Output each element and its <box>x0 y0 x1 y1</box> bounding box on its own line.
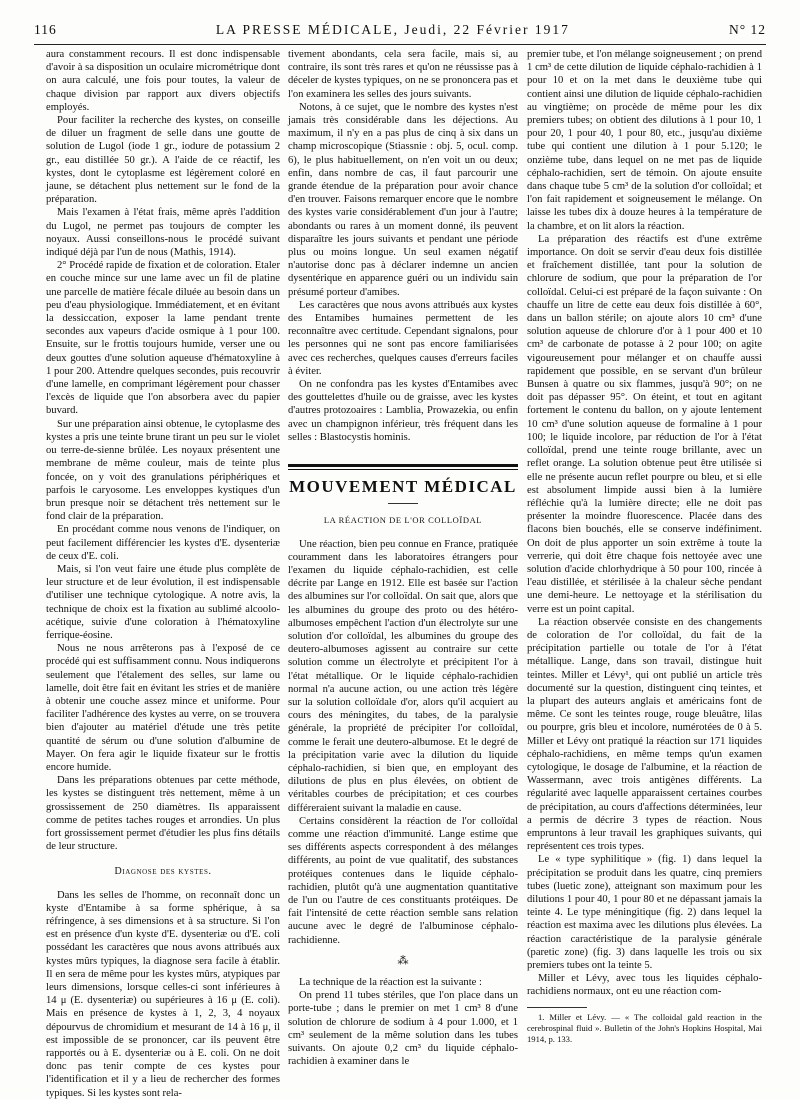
paragraph: Pour faciliter la recherche des kystes, on conseille de diluer un fragment de selle dans une goutte de solution de Lugol (iode 1 gr., iodure de potassium 2 gr., eau distillée 50 gr.). A l'aide de ce réactif, les kystes, dont le cytoplasme est légèrement coloré en jaune, se détachent plus nettement sur le fond de la préparation. <box>46 115 280 206</box>
section-rule-thick <box>288 464 518 467</box>
footnote: 1. Miller et Lévy. — « The colloidal gald reaction in the cerebrospinal fluid ». Bulletin of the John's Hopkins Hospital, Mai 1914, p. 133. <box>527 1011 762 1044</box>
paragraph: La préparation des réactifs est d'une extrême importance. On doit se servir d'eau deux fois distillée et fraîchement distillée, tant pour la solution de chlorure de sodium, que pour la préparation de l'or colloïdal. Celui-ci est préparé de la façon suivante : On chauffe un litre de cette eau deux fois distillée à 60°, dans un ballon stérile; on ajoute alors 10 cm³ d'une solution aqueuse de chlorure d'or à 1 pour 400 et 10 cm³ de carbonate de potasse à 2 pour 100; on agite vigoureusement pour mélanger et on chauffe aussi rapidement que possible, en se servant d'un brûleur Bunsen à quatre ou six flammes, jusqu'à 90°; on ne doit pas dépasser 95°. On éteint, et tout en agitant fortement le contenu du ballon, on y ajoute lentement 10 cm³ d'une solution aqueuse de formaline à 1 pour 100; le liquide incolore, par réduction de l'or à l'état colloïdal, prend une teinte rouge brillante, avec un reflet orange. La solution obtenue peut être utilisée si elle ne présente aucun reflet pourpre ou bleu, et si elle est absolument limpide aussi bien à la lumière réfléchie qu'à la lumière directe; elle ne doit pas présenter la moindre fluorescence. Placée dans des flacons bien bouchés, elle se conserve indéfiniment. On doit de plus apporter un soin extrême à toute la verrerie, qui doit être chaque fois nettoyée avec une solution d'acide chlorhydrique à 50 pour 100, rincée à l'eau distillée, et stérilisée à la chaleur sèche pendant une demi-heure. Le nettoyage et la stérilisation du verre est un point capital. <box>527 233 762 615</box>
article-title: LA RÉACTION DE L'OR COLLOÏDAL <box>323 515 483 526</box>
paragraph: aura constamment recours. Il est donc indispensable d'avoir à sa disposition un oculaire micrométrique dont on aura calculé, une fois pour toutes, la valeur de chaque division par rapport aux divers objectifs employés. <box>46 49 280 113</box>
paragraph: Notons, à ce sujet, que le nombre des kystes n'est jamais très considérable dans les déjections. Au maximum, il n'y en a pas plus de cinq à six dans un champ microscopique (Stiassnie : obj. 5, ocul. comp. 6), le plus habituellement, on n'en voit un ou deux; enfin, dans nombre de cas, il faut parcourir une grande étendue de la préparation pour avoir chance d'en trouver. Faisons remarquer encore que le nombre des kystes varie considérablement d'un jour à l'autre; abondants ou rares à un moment donné, ils peuvent disparaître les jours suivants et pendant une période plus ou moins longue. Un seul examen négatif n'autorise donc pas à déclarer indemne un ancien dysentérique en apparence guéri ou un individu sain présumé porteur d'amibes. <box>288 101 518 298</box>
subheading-diagnose: Diagnose des kystes. <box>114 866 212 878</box>
column-3 <box>527 48 762 1074</box>
paragraph: Mais l'examen à l'état frais, même après l'addition du Lugol, ne permet pas toujours de compter les noyaux. Aussi conseillons-nous le procédé suivant indiqué déjà par l'un de nous (Mathis, 1914). <box>46 207 280 259</box>
paragraph: Nous ne nous arrêterons pas à l'exposé de ce procédé qui est suffisamment connu. Nous indiquerons seulement que l'étalement des selles, sur lame ou lamelle, doit être fait en évitant les stries et de manière à obtenir une couche assez mince et uniforme. Pour faciliter l'adhérence des kystes au verre, on se trouvera bien d'ajouter au matériel d'étude une très petite quantité de sérum ou d'une solution d'albumine de Mayer. On fera agir le liquide fixateur sur le frottis encore humide. <box>46 643 280 773</box>
paragraph: La technique de la réaction est la suivante : <box>299 977 482 988</box>
paragraph: Les caractères que nous avons attribués aux kystes des Entamibes humaines permettent de les reconnaître avec certitude. Cependant signalons, pour les personnes qui ne sont pas encore familiarisées avec ces recherches, quelques causes d'erreurs faciles à éviter. <box>288 299 518 377</box>
paragraph: tivement abondants, cela sera facile, mais si, au contraire, ils sont très rares et qu'on ne réussisse pas à déceler de kystes typiques, on ne se prononcera pas et l'on examinera les selles des jours suivants. <box>288 49 518 100</box>
paragraph: On ne confondra pas les kystes d'Entamibes avec des gouttelettes d'huile ou de graisse, avec les kystes d'autres protozoaires : Lamblia, Prowazekia, ou enfin avec un champignon inférieur, très fréquent dans les selles : Blastocystis hominis. <box>288 379 518 443</box>
column-1 <box>46 48 280 1099</box>
paragraph: Certains considèrent la réaction de l'or colloïdal comme une réaction d'immunité. Lange estime que ses différents aspects correspondent à des mélanges différents, au point de vue qualitatif, des substances protéiques contenues dans le liquide céphalo-rachidien, plutôt qu'à une augmentation quantitative de l'un ou l'autre de ces constituants protéiques. De fait l'intensité de cette réaction semble sans relation aucune avec le degré de l'albuminose céphalo-rachidienne. <box>288 815 518 946</box>
page-header <box>34 18 766 42</box>
paragraph: Sur une préparation ainsi obtenue, le cytoplasme des kystes a pris une teinte brune tirant un peu sur le violet ou terre-de-sienne brûlée. Les noyaux présentent une membrane de même couleur, mais de teinte plus foncée, on y voit des granulations périphériques et parfois le caryosome. Les enveloppes kystiques d'un brun presque noir se détachent très nettement sur le fond clair de la préparation. <box>46 418 280 523</box>
paragraph: En procédant comme nous venons de l'indiquer, on peut facilement différencier les kystes d'E. dysenteriæ de ceux d'E. coli. <box>46 524 280 562</box>
asterism-divider: ⁂ <box>397 954 409 967</box>
paragraph: On prend 11 tubes stériles, que l'on place dans un porte-tube ; dans le premier on met 1 cm³ 8 d'une solution de chlorure de sodium à 4 pour 1.000, et 1 cm³ seulement de la même solution dans les tubes suivants. On ajoute 0,2 cm³ du liquide céphalo-rachidien à examiner dans le <box>288 990 518 1068</box>
paragraph: Le « type syphilitique » (fig. 1) dans lequel la précipitation se produit dans les quatre, cinq premiers tubes (luetic zone), atteignant son maximum pour les dilutions 1 pour 40, 1 pour 80 et ne dépassant jamais la teinte 4. Le type méningitique (fig. 2) dans lequel la réaction est maxima avec les dilutions plus élevées. La réaction caractéristique de la paralysie générale (paretic zone) (fig. 3) dans laquelle les trois ou six premiers tubes ont la teinte 5. <box>527 854 762 972</box>
paragraph: Une réaction, bien peu connue en France, pratiquée couramment dans les laboratoires étrangers pour l'examen du liquide céphalo-rachidien, est celle décrite par Lange en 1912. Elle est basée sur l'action des albumines sur l'or colloïdal. On sait que, alors que les albumines du groupe des proto ou des hétéro-albumoses empêchent l'action d'un électrolyte sur une solution d'or colloïdal, les albumines du groupe des deutero-albumoses agissent au contraire sur cette solution comme un électrolyte et précipitent l'or à l'état métallique. Or le liquide céphalo-rachidien normal n'a aucune action, ou une action très légère sur la solution colloïdale d'or, alors qu'il acquiert au cours des méningites, du tabes, de la paralysie générale, la propriété de précipiter l'or colloïdal, comme le ferait une deutero-albumose. Et le degré de la précipitation varie avec la dilution du liquide céphalo-rachidien, si bien que, en employant des dilutions de plus en plus élevées, on obtient de véritables courbes de précipitation; et ces courbes différeraient suivant la maladie en cause. <box>288 538 518 814</box>
section-rule-thin <box>288 469 518 470</box>
paragraph: Dans les selles de l'homme, on reconnaît donc un kyste d'Entamibe à sa forme sphérique, à sa réfringence, à ses dimensions et à sa structure. Si l'on est en présence d'un kyste d'E. dysenteriæ ou d'E. coli possédant les caractères que nous avons attribués aux kystes mûrs typiques, la diagnose sera facile à établir. Il en sera de même pour les kystes mûrs, atypiques par leurs dimensions, lorsque celles-ci sont inférieures à 14 μ (E. dysenteriæ) ou supérieures à 16 μ (E. coli). Mais en présence de kystes à 1, 2, 3, 4 noyaux dépourvus de chromidium et mesurant de 14 à 16 μ, il est impossible de se prononcer, car ils peuvent être rapportés ou à E. dysenteriæ ou à E. coli. On ne doit donc pas tenir compte de ces kystes pour l'identification et il y a lieu de rechercher des formes typiques. Si les kystes sont rela- <box>46 889 280 1099</box>
header-rule <box>34 44 766 45</box>
page-number: 116 <box>34 22 57 37</box>
section-divider <box>388 503 418 504</box>
footnote-rule <box>527 1007 587 1008</box>
issue-number: N° 12 <box>728 22 766 37</box>
column-2 <box>288 48 518 1074</box>
section-title: MOUVEMENT MÉDICAL <box>289 477 517 497</box>
paragraph: Miller et Lévy, avec tous les liquides céphalo-rachidiens normaux, ont eu une réaction com- <box>527 973 762 998</box>
paragraph: premier tube, et l'on mélange soigneusement ; on prend 1 cm³ de cette dilution de liquide céphalo-rachidien à 1 pour 10 et on la met dans le deuxième tube qui contient ainsi une dilution de liquide céphalo-rachidien au vingtième; on procède de même pour les dix premiers tubes; on obtient des dilutions à 1 pour 10, 1 pour 20, 1 pour 40, 1 pour 80, etc., jusqu'au dixième tube qui contient une dilution à 1 pour 5.120; le onzième tube, dans lequel on ne met pas de liquide céphalo-rachidien, sert de témoin. On ajoute ensuite dans chaque tube 5 cm³ de la solution d'or colloïdal; et l'on fait rapidement et soigneusement le mélange. On laisse les tubes dix à douze heures à la température de la chambre, et on lit alors la réaction. <box>527 49 762 232</box>
paragraph: Mais, si l'on veut faire une étude plus complète de leur structure et de leur évolution, il est indispensable d'utiliser une technique cytologique. A notre avis, la technique de choix est la fixation au sublimé alcoolo-acétique, suivie d'une coloration à l'hématoxyline ferrique-éosine. <box>46 563 280 641</box>
paragraph: 2° Procédé rapide de fixation et de coloration. Etaler en couche mince sur une lame avec un fil de platine une parcelle de matière fécale diluée au besoin dans un peu d'eau physiologique. Immédiatement, et en évitant la dessiccation, exposer la lame pendant trente secondes aux vapeurs d'acide osmique à 1 pour 100. Ensuite, sur le frottis toujours humide, verser une ou deux gouttes d'une solution aqueuse d'hématoxyline à 1 pour 200. Attendre quelques secondes, puis recouvrir d'une lamelle, en comprimant légèrement pour chasser l'excès de liquide que l'on absorbera avec du papier buvard. <box>46 260 280 417</box>
journal-title: LA PRESSE MÉDICALE, Jeudi, 22 Février 1917 <box>215 22 570 37</box>
paragraph: Dans les préparations obtenues par cette méthode, les kystes se distinguent très nettement, même à un grossissement de 250 diamètres. Ils apparaissent comme de petites taches rouges et arrondies. Un plus fort grossissement permet d'étudier les plus fins détails de leur structure. <box>46 775 280 853</box>
paragraph: La réaction observée consiste en des changements de coloration de l'or colloïdal, du fait de la précipitation partielle ou totale de l'or à l'état métallique. Lange, dans son travail, distingue huit teintes. Miller et Lévy¹, qui ont publié un article très documenté sur la question, distinguent cinq teintes, et la plupart des auteurs anglais et américains font de même. Ce sont les teintes rouge, rouge bleuâtre, lilas ou pourpre, gris bleu et incolore, numérotées de 0 à 5. Miller et Lévy ont pratiqué la réaction sur 171 liquides céphalo-rachidiens, en même temps qu'un examen cytologique, le dosage de l'albumine, et la réaction de Wassermann, avec trois antigènes différents. La régularité avec laquelle apparaissent certaines courbes de précipitation, au cours d'affections déterminées, leur a permis de décrire 3 types de réaction. Nous empruntons à leur travail les graphiques suivants, qui représentent ces trois types. <box>527 616 762 853</box>
